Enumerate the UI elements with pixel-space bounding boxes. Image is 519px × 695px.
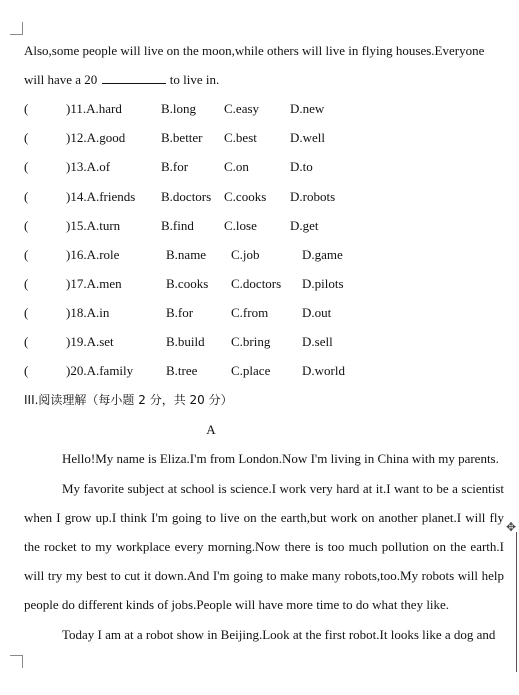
option-b: B.better — [161, 130, 203, 145]
question-paren: ( — [24, 218, 29, 233]
question-number-option-a: )11.A.hard — [66, 101, 122, 116]
question-paren: ( — [24, 305, 29, 320]
question-paren: ( — [24, 101, 29, 116]
page-corner-mark-top — [10, 22, 23, 35]
option-b: B.doctors — [161, 189, 212, 204]
option-d: D.world — [302, 363, 345, 378]
option-c: C.best — [224, 130, 257, 145]
question-paren: ( — [24, 334, 29, 349]
option-b: B.for — [166, 305, 194, 320]
option-b: B.long — [161, 101, 197, 116]
question-number-option-a: )19.A.set — [66, 334, 114, 349]
question-number-option-a: )12.A.good — [66, 130, 126, 145]
question-paren: ( — [24, 247, 29, 262]
option-d: D.sell — [302, 334, 333, 349]
option-c: C.bring — [231, 334, 271, 349]
question-number-option-a: )17.A.men — [66, 276, 122, 291]
question-number-option-a: )13.A.of — [66, 159, 111, 174]
option-d: D.robots — [290, 189, 336, 204]
option-c: C.lose — [224, 218, 257, 233]
question-number-option-a: )14.A.friends — [66, 189, 136, 204]
option-d: D.new — [290, 101, 325, 116]
option-d: D.well — [290, 130, 326, 145]
option-d: D.to — [290, 159, 313, 174]
option-c: C.doctors — [231, 276, 282, 291]
option-c: C.job — [231, 247, 260, 262]
answer-blank — [102, 72, 166, 84]
option-b: B.tree — [166, 363, 198, 378]
move-arrows-icon[interactable]: ✥ — [506, 520, 517, 534]
intro-line-2 — [24, 72, 219, 88]
intro-line-2-pre: will have a 20 — [24, 72, 98, 87]
question-paren: ( — [24, 130, 29, 145]
option-b: B.find — [161, 218, 194, 233]
question-paren: ( — [24, 363, 29, 378]
question-paren: ( — [24, 189, 29, 204]
option-d: D.pilots — [302, 276, 344, 291]
option-c: C.cooks — [224, 189, 267, 204]
question-paren: ( — [24, 276, 29, 291]
question-number-option-a: )20.A.family — [66, 363, 134, 378]
passage-paragraph-3: Today I am at a robot show in Beijing.Look at the first robot.It looks like a dog and — [62, 627, 496, 642]
option-c: C.place — [231, 363, 271, 378]
question-number-option-a: )16.A.role — [66, 247, 120, 262]
intro-line-1: Also,some people will live on the moon,while others will live in flying houses.Everyone — [24, 43, 485, 58]
passage-paragraph-1: Hello!My name is Eliza.I'm from London.Now I'm living in China with my parents. — [62, 451, 499, 466]
option-c: C.on — [224, 159, 249, 174]
option-b: B.for — [161, 159, 189, 174]
page-corner-mark-bottom — [10, 655, 23, 668]
option-c: C.easy — [224, 101, 260, 116]
question-number-option-a: )15.A.turn — [66, 218, 121, 233]
question-paren: ( — [24, 159, 29, 174]
section-heading: III.阅读理解（每小题 2 分，共 20 分） — [24, 393, 233, 407]
passage-label: A — [206, 422, 216, 437]
option-c: C.from — [231, 305, 269, 320]
option-d: D.out — [302, 305, 332, 320]
option-b: B.build — [166, 334, 205, 349]
option-d: D.get — [290, 218, 319, 233]
option-b: B.name — [166, 247, 207, 262]
intro-line-2-post: to live in. — [169, 72, 220, 87]
text-frame-edge — [516, 532, 517, 672]
option-b: B.cooks — [166, 276, 209, 291]
option-d: D.game — [302, 247, 343, 262]
question-number-option-a: )18.A.in — [66, 305, 110, 320]
passage-paragraph-2: My favorite subject at school is science.I work very hard at it.I want to be a scientist when I grow up.I think I'm going to live on the earth,but work on another planet.I will fly the rocket to my workplace every morning.Now there is too much pollution on the earth.I will try my best to cut it down.And I'm going to make many robots,too.My robots will help people do different kinds of jobs.People will have more time to do what they like. — [24, 481, 504, 612]
